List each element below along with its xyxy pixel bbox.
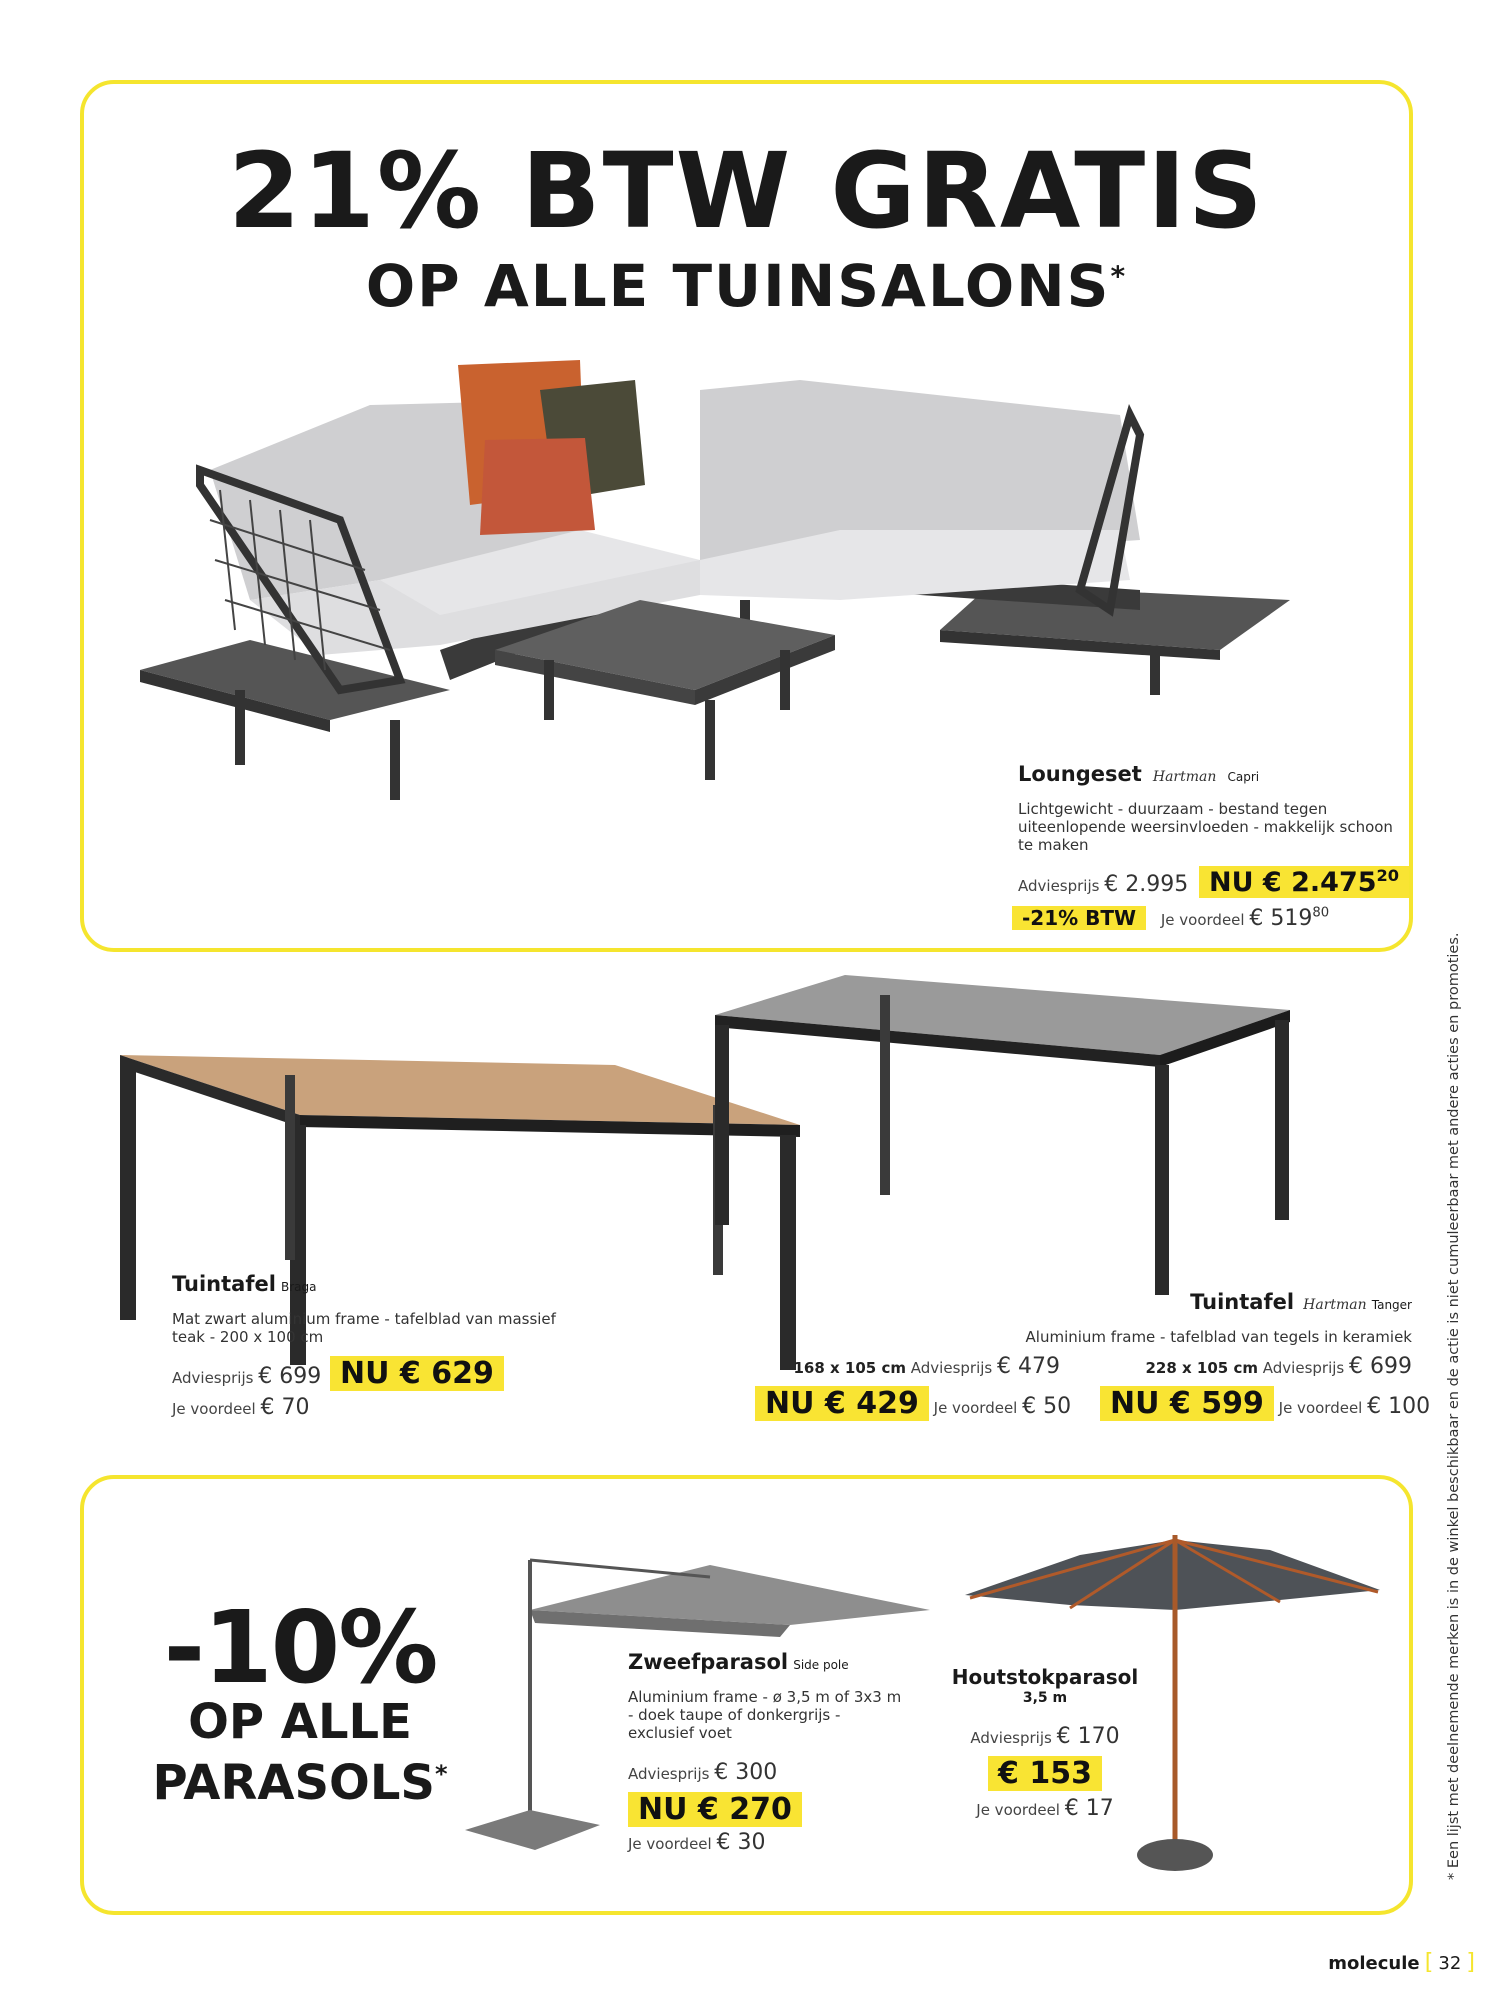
houtstokparasol-title: Houtstokparasol — [951, 1665, 1139, 1689]
zweefparasol-desc-line-2: - doek taupe of donkergrijs - — [628, 1706, 841, 1724]
braga-desc-line-2: teak - 200 x 100 cm — [172, 1328, 324, 1346]
braga-model: Braga — [281, 1280, 317, 1294]
footer-bracket-close: ] — [1466, 1950, 1475, 1975]
promo-subheadline-wrap — [80, 252, 1413, 320]
houtstokparasol-advies-row — [945, 1724, 1145, 1749]
tanger-v1-advies-price: € 479 — [997, 1354, 1060, 1379]
promo-subheadline: OP ALLE TUINSALONS — [365, 252, 1111, 320]
zweefparasol-advies-price: € 300 — [714, 1760, 778, 1785]
tanger-variant-2-nu — [1100, 1386, 1430, 1421]
braga-nu-price: NU € 629 — [330, 1356, 504, 1391]
loungeset-voordeel-main: € 519 — [1249, 906, 1313, 932]
zweefparasol-desc-line-3: exclusief voet — [628, 1724, 732, 1742]
zweefparasol-description — [628, 1688, 928, 1742]
braga-voordeel-price: € 70 — [260, 1395, 310, 1420]
tanger-v2-advies-label: Adviesprijs — [1262, 1359, 1345, 1377]
houtstokparasol-advies-price: € 170 — [1056, 1724, 1120, 1749]
zweefparasol-title: Zweefparasol — [628, 1650, 789, 1674]
loungeset-nu-price-main: NU € 2.475 — [1209, 867, 1377, 898]
loungeset-advies-price: € 2.995 — [1104, 872, 1189, 897]
zweefparasol-title-row — [628, 1650, 849, 1674]
houtstokparasol-nu-row — [945, 1756, 1145, 1791]
braga-advies-price: € 699 — [258, 1364, 322, 1389]
parasol-promo-percent: -10% — [163, 1589, 437, 1706]
tanger-v1-voordeel-price: € 50 — [1022, 1394, 1072, 1419]
loungeset-nu-price — [1199, 866, 1409, 898]
loungeset-voordeel-row — [1012, 906, 1329, 931]
tuintafel-tanger-image — [715, 975, 1295, 1320]
tanger-description: Aluminium frame - tafelblad van tegels in keramiek — [1025, 1328, 1412, 1346]
loungeset-brand-logo: Hartman — [1152, 769, 1217, 785]
braga-voordeel-row — [172, 1395, 309, 1420]
tanger-title-row — [1050, 1290, 1412, 1314]
braga-price-row — [172, 1356, 504, 1391]
braga-title-row — [172, 1272, 317, 1296]
tanger-v2-voordeel-price: € 100 — [1367, 1394, 1431, 1419]
tanger-title: Tuintafel — [1190, 1290, 1295, 1314]
houtstokparasol-advies-label: Adviesprijs — [970, 1729, 1052, 1747]
houtstokparasol-nu-price: € 153 — [988, 1756, 1102, 1791]
tanger-v2-size: 228 x 105 cm — [1145, 1359, 1258, 1377]
braga-advies-label: Adviesprijs — [172, 1369, 254, 1387]
loungeset-price-row — [1018, 866, 1409, 898]
tanger-v1-nu-price: NU € 429 — [755, 1386, 929, 1421]
parasol-promo-line1: OP ALLE — [188, 1694, 412, 1750]
tanger-variant-1-nu — [755, 1386, 1071, 1421]
parasol-promo-asterisk: * — [435, 1760, 448, 1788]
loungeset-description — [1018, 800, 1408, 854]
tanger-v1-advies-label: Adviesprijs — [910, 1359, 993, 1377]
loungeset-nu-price-cents: 20 — [1376, 866, 1400, 885]
tanger-v1-size: 168 x 105 cm — [793, 1359, 906, 1377]
loungeset-desc-line-2: uiteenlopende weersinvloeden - makkelijk schoon — [1018, 818, 1393, 836]
parasol-promo-line2-wrap — [110, 1748, 490, 1809]
houtstokparasol-voordeel-price: € 17 — [1064, 1796, 1114, 1821]
tanger-variant-2-advies — [1120, 1354, 1412, 1379]
braga-description — [172, 1310, 592, 1346]
zweefparasol-advies-label: Adviesprijs — [628, 1765, 710, 1783]
tanger-v2-advies-price: € 699 — [1349, 1354, 1412, 1379]
promo-headline: 21% BTW GRATIS — [228, 130, 1265, 252]
loungeset-voordeel-cents: 80 — [1312, 906, 1330, 921]
zweefparasol-model: Side pole — [793, 1658, 849, 1672]
tanger-v2-nu-price: NU € 599 — [1100, 1386, 1274, 1421]
footer-bracket-open: [ — [1424, 1950, 1434, 1975]
zweefparasol-advies-row — [628, 1760, 777, 1785]
braga-desc-line-1: Mat zwart aluminium frame - tafelblad van massief — [172, 1310, 556, 1328]
zweefparasol-nu-row — [628, 1792, 802, 1827]
footer-page-number: 32 — [1438, 1953, 1462, 1974]
loungeset-model: Capri — [1227, 770, 1260, 784]
zweefparasol-voordeel-row — [628, 1830, 765, 1855]
loungeset-discount-badge: -21% BTW — [1012, 906, 1146, 930]
tanger-model: Tanger — [1371, 1298, 1412, 1312]
loungeset-advies-label: Adviesprijs — [1018, 877, 1100, 895]
parasol-promo-line2: PARASOLS — [152, 1755, 435, 1811]
loungeset-title: Loungeset — [1018, 762, 1142, 786]
tanger-v2-voordeel-label: Je voordeel — [1278, 1399, 1363, 1417]
parasol-promo-block — [110, 1589, 490, 1811]
houtstokparasol-voordeel-row — [945, 1796, 1145, 1821]
footer — [1300, 1950, 1475, 1975]
loungeset-desc-line-3: te maken — [1018, 836, 1089, 854]
braga-title: Tuintafel — [172, 1272, 276, 1296]
braga-voordeel-label: Je voordeel — [172, 1400, 256, 1418]
loungeset-title-row — [1018, 762, 1259, 786]
tanger-variant-1-advies — [780, 1354, 1060, 1379]
loungeset-desc-line-1: Lichtgewicht - duurzaam - bestand tegen — [1018, 800, 1328, 818]
loungeset-voordeel-price — [1249, 906, 1329, 931]
zweefparasol-voordeel-price: € 30 — [716, 1830, 766, 1855]
houtstokparasol-size: 3,5 m — [1022, 1690, 1068, 1706]
tanger-v1-voordeel-label: Je voordeel — [933, 1399, 1018, 1417]
disclaimer-text: * Een lijst met deelnemende merken is in de winkel beschikbaar en de actie is niet cumuleerbaar met andere acties en promoties. — [1446, 932, 1462, 1880]
loungeset-voordeel-label: Je voordeel — [1160, 911, 1245, 930]
zweefparasol-desc-line-1: Aluminium frame - ø 3,5 m of 3x3 m — [628, 1688, 902, 1706]
zweefparasol-nu-price: NU € 270 — [628, 1792, 802, 1827]
zweefparasol-voordeel-label: Je voordeel — [628, 1835, 712, 1853]
footer-brand: molecule — [1328, 1953, 1420, 1974]
tanger-brand-logo: Hartman — [1303, 1297, 1367, 1313]
houtstokparasol-voordeel-label: Je voordeel — [976, 1801, 1060, 1819]
promo-asterisk: * — [1110, 259, 1128, 293]
